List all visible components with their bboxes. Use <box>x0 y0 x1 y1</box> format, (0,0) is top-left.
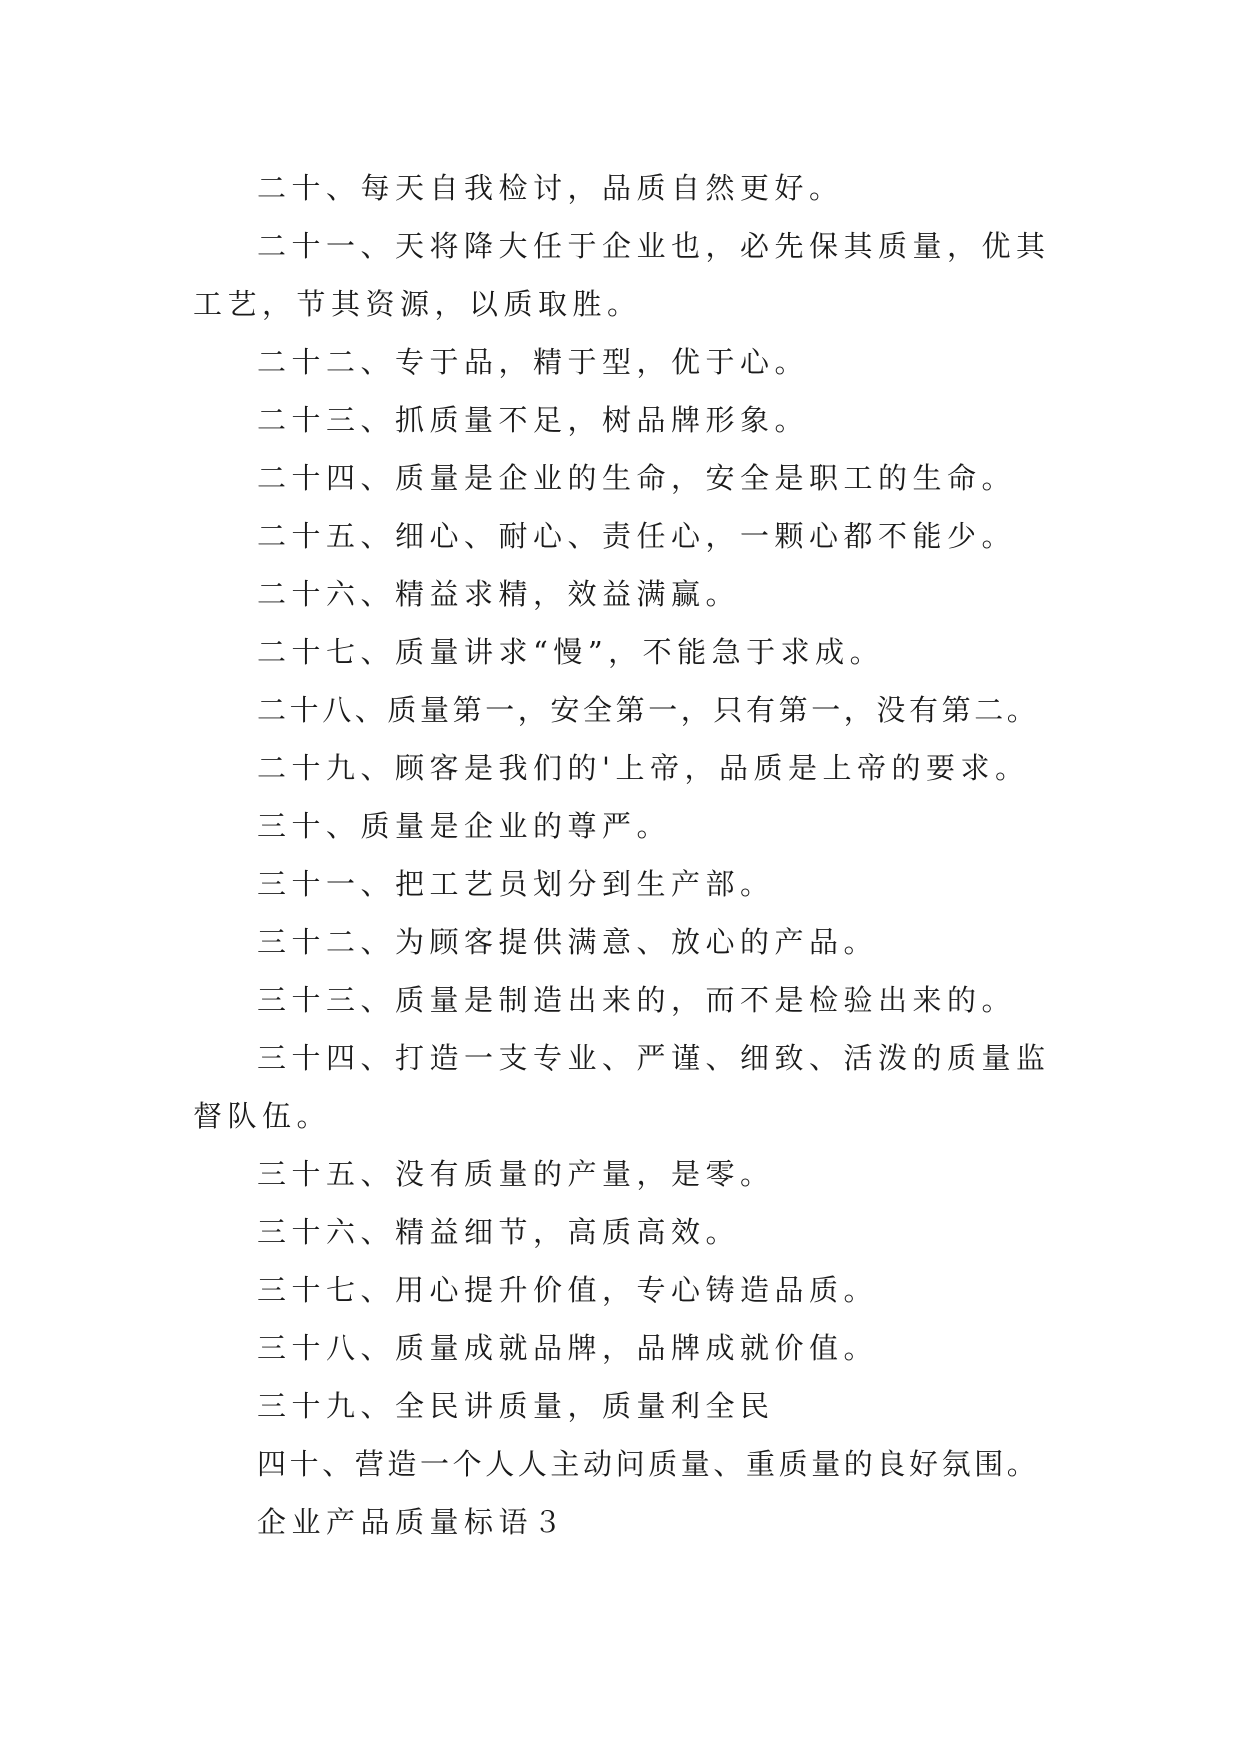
slogan-25: 二十五、细心、耐心、责任心，一颗心都不能少。 <box>257 519 1017 553</box>
slogan-30: 三十、质量是企业的尊严。 <box>257 809 672 843</box>
slogan-36: 三十六、精益细节，高质高效。 <box>257 1215 741 1249</box>
slogan-20: 二十、每天自我检讨，品质自然更好。 <box>257 171 844 205</box>
slogan-34: 三十四、打造一支专业、严谨、细致、活泼的质量监督队伍。 <box>193 1041 1051 1133</box>
slogan-21: 二十一、天将降大任于企业也，必先保其质量，优其工艺，节其资源，以质取胜。 <box>193 229 1051 321</box>
slogan-32: 三十二、为顾客提供满意、放心的产品。 <box>257 925 879 959</box>
slogan-29: 二十九、顾客是我们的'上帝，品质是上帝的要求。 <box>257 751 1030 785</box>
document-body <box>193 159 1053 1551</box>
slogan-39: 三十九、全民讲质量，质量利全民 <box>257 1389 775 1423</box>
slogan-27: 二十七、质量讲求“慢”，不能急于求成。 <box>257 635 885 669</box>
slogan-40: 四十、营造一个人人主动问质量、重质量的良好氛围。 <box>257 1447 1040 1481</box>
slogan-38: 三十八、质量成就品牌，品牌成就价值。 <box>257 1331 879 1365</box>
slogan-31: 三十一、把工艺员划分到生产部。 <box>257 867 775 901</box>
slogan-22: 二十二、专于品，精于型，优于心。 <box>257 345 810 379</box>
slogan-23: 二十三、抓质量不足，树品牌形象。 <box>257 403 810 437</box>
section-heading: 企业产品质量标语３ <box>257 1505 568 1539</box>
slogan-37: 三十七、用心提升价值，专心铸造品质。 <box>257 1273 879 1307</box>
slogan-26: 二十六、精益求精，效益满赢。 <box>257 577 741 611</box>
slogan-28: 二十八、质量第一，安全第一，只有第一，没有第二。 <box>257 693 1040 727</box>
slogan-33: 三十三、质量是制造出来的，而不是检验出来的。 <box>257 983 1017 1017</box>
slogan-35: 三十五、没有质量的产量，是零。 <box>257 1157 775 1191</box>
slogan-24: 二十四、质量是企业的生命，安全是职工的生命。 <box>257 461 1017 495</box>
